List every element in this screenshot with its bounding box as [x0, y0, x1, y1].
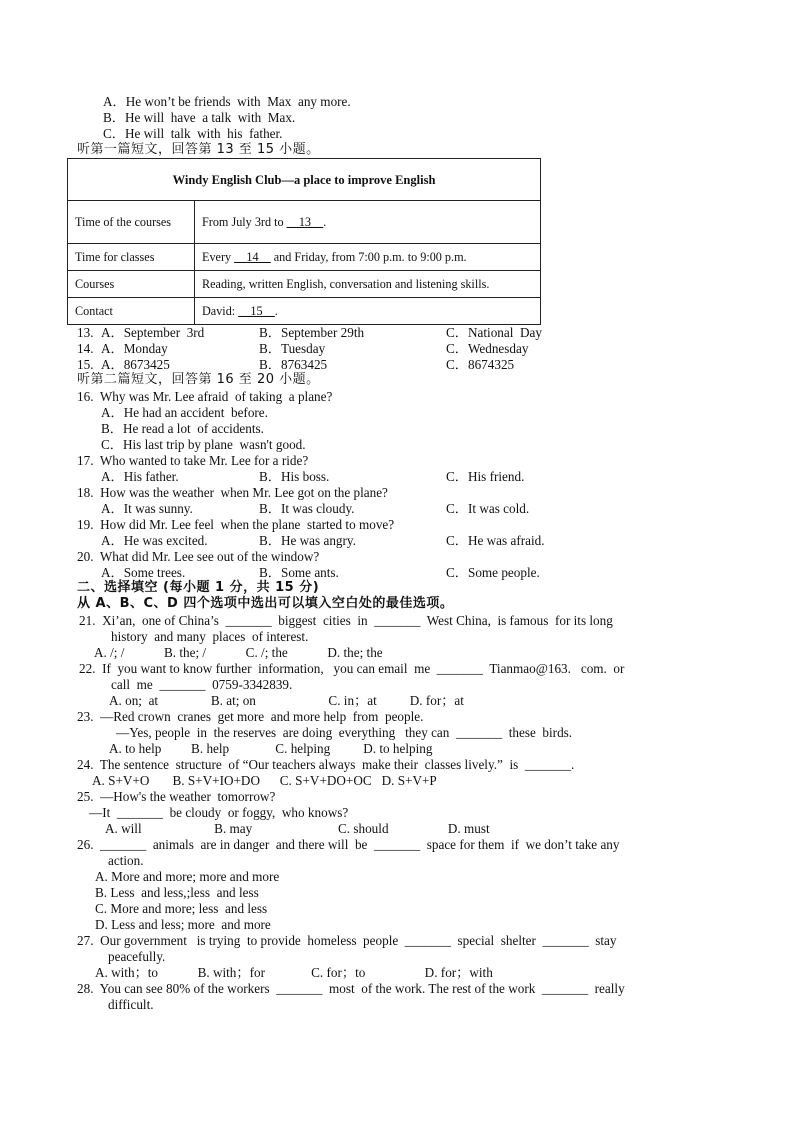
question-stem: —Yes, people in the reserves are doing everything they can _______ these birds.: [116, 725, 573, 740]
row-label: Time of the courses: [68, 201, 195, 244]
question-stem: 25. —How's the weather tomorrow?: [77, 789, 276, 804]
option-a: A．September 3rd: [101, 325, 205, 340]
part-2-instruction: 从 A、B、C、D 四个选项中选出可以填入空白处的最佳选项。: [77, 596, 454, 611]
row-value: Reading, written English, conversation and listening skills.: [195, 271, 541, 298]
question-stem: 21. Xi’an, one of China’s _______ biggest cities in _______ West China, is famous for its long: [79, 613, 613, 628]
option-line: A. S+V+O B. S+V+IO+DO C. S+V+DO+OC D. S+V+P: [92, 773, 437, 788]
table-row: [68, 244, 541, 271]
option-b: B．Some ants.: [259, 565, 339, 580]
answer-blank: __14__: [234, 250, 271, 264]
row-value: From July 3rd to __13__.: [195, 201, 541, 244]
option-c: C．Some people.: [446, 565, 540, 580]
option-line: C．He will talk with his father.: [103, 126, 283, 141]
club-info-table: [67, 158, 541, 325]
row-label: Courses: [68, 271, 195, 298]
question-stem: 24. The sentence structure of “Our teachers always make their classes lively.” is _______.: [77, 757, 575, 772]
table-title: Windy English Club—a place to improve English: [68, 159, 541, 201]
part-2-heading: 二、选择填空 (每小题 1 分，共 15 分): [77, 580, 320, 595]
question-stem: 17. Who wanted to take Mr. Lee for a ride?: [77, 453, 309, 468]
option-a: A．He was excited.: [101, 533, 208, 548]
question-stem: difficult.: [108, 997, 154, 1012]
question-stem: —It _______ be cloudy or foggy, who knows?: [89, 805, 349, 820]
option-c: C．He was afraid.: [446, 533, 545, 548]
option-a: A．It was sunny.: [101, 501, 193, 516]
question-stem: 23. —Red crown cranes get more and more help from people.: [77, 709, 424, 724]
question-stem: 18. How was the weather when Mr. Lee got on the plane?: [77, 485, 388, 500]
option-line: A. More and more; more and more: [95, 869, 280, 884]
option-line: A. /; / B. the; / C. /; the D. the; the: [94, 645, 383, 660]
option-a: A．Some trees.: [101, 565, 186, 580]
option-line: A. with；to B. with；for C. for；to D. for；with: [95, 965, 493, 980]
option-line: A. will B. may C. should D. must: [105, 821, 490, 836]
option-a: A．8673425: [101, 357, 170, 372]
table-row: [68, 201, 541, 244]
option-c: C．8674325: [446, 357, 515, 372]
question-stem: 28. You can see 80% of the workers _______ most of the work. The rest of the work _______ really: [77, 981, 625, 996]
option-b: B．Tuesday: [259, 341, 326, 356]
question-stem: 27. Our government is trying to provide homeless people _______ special shelter _______ stay: [77, 933, 617, 948]
option-b: B．His boss.: [259, 469, 330, 484]
question-stem: action.: [108, 853, 144, 868]
question-stem: call me _______ 0759-3342839.: [111, 677, 293, 692]
option-line: B. Less and less,;less and less: [95, 885, 259, 900]
question-stem: 19. How did Mr. Lee feel when the plane started to move?: [77, 517, 395, 532]
option-b: B．September 29th: [259, 325, 365, 340]
option-line: B．He will have a talk with Max.: [103, 110, 296, 125]
question-stem: 16. Why was Mr. Lee afraid of taking a plane?: [77, 389, 333, 404]
option-b: B．8763425: [259, 357, 328, 372]
option-b: B．It was cloudy.: [259, 501, 355, 516]
question-stem: peacefully.: [108, 949, 166, 964]
row-label: Time for classes: [68, 244, 195, 271]
option-line: D. Less and less; more and more: [95, 917, 271, 932]
option-c: C．His friend.: [446, 469, 525, 484]
option-line: A．He won’t be friends with Max any more.: [103, 94, 351, 109]
option-line: C. More and more; less and less: [95, 901, 268, 916]
question-stem: 26. _______ animals are in danger and there will be _______ space for them if we don’t take any: [77, 837, 620, 852]
question-stem: history and many places of interest.: [111, 629, 309, 644]
option-a: A．His father.: [101, 469, 179, 484]
answer-blank: __13__: [286, 215, 324, 229]
question-stem: 20. What did Mr. Lee see out of the window?: [77, 549, 320, 564]
option-line: A. to help B. help C. helping D. to helping: [109, 741, 433, 756]
option-c: C．Wednesday: [446, 341, 529, 356]
option-a: A．Monday: [101, 341, 168, 356]
table-row: [68, 298, 541, 325]
option-c: C．It was cold.: [446, 501, 530, 516]
section-1-intro: 听第一篇短文，回答第 13 至 15 小题。: [77, 142, 320, 157]
option-c: C．His last trip by plane wasn't good.: [101, 437, 306, 452]
option-line: A. on; at B. at; on C. in；at D. for；at: [109, 693, 464, 708]
row-label: Contact: [68, 298, 195, 325]
option-c: C．National Day: [446, 325, 542, 340]
question-stem: 22. If you want to know further information, you can email me _______ Tianmao@163. com. or: [79, 661, 625, 676]
answer-blank: __15__: [238, 304, 275, 318]
option-a: A．He had an accident before.: [101, 405, 268, 420]
option-b: B．He was angry.: [259, 533, 356, 548]
row-value: David: __15__.: [195, 298, 541, 325]
table-row: [68, 271, 541, 298]
section-2-intro: 听第二篇短文，回答第 16 至 20 小题。: [77, 372, 320, 387]
option-b: B．He read a lot of accidents.: [101, 421, 264, 436]
row-value: Every __14__ and Friday, from 7:00 p.m. to 9:00 p.m.: [195, 244, 541, 271]
